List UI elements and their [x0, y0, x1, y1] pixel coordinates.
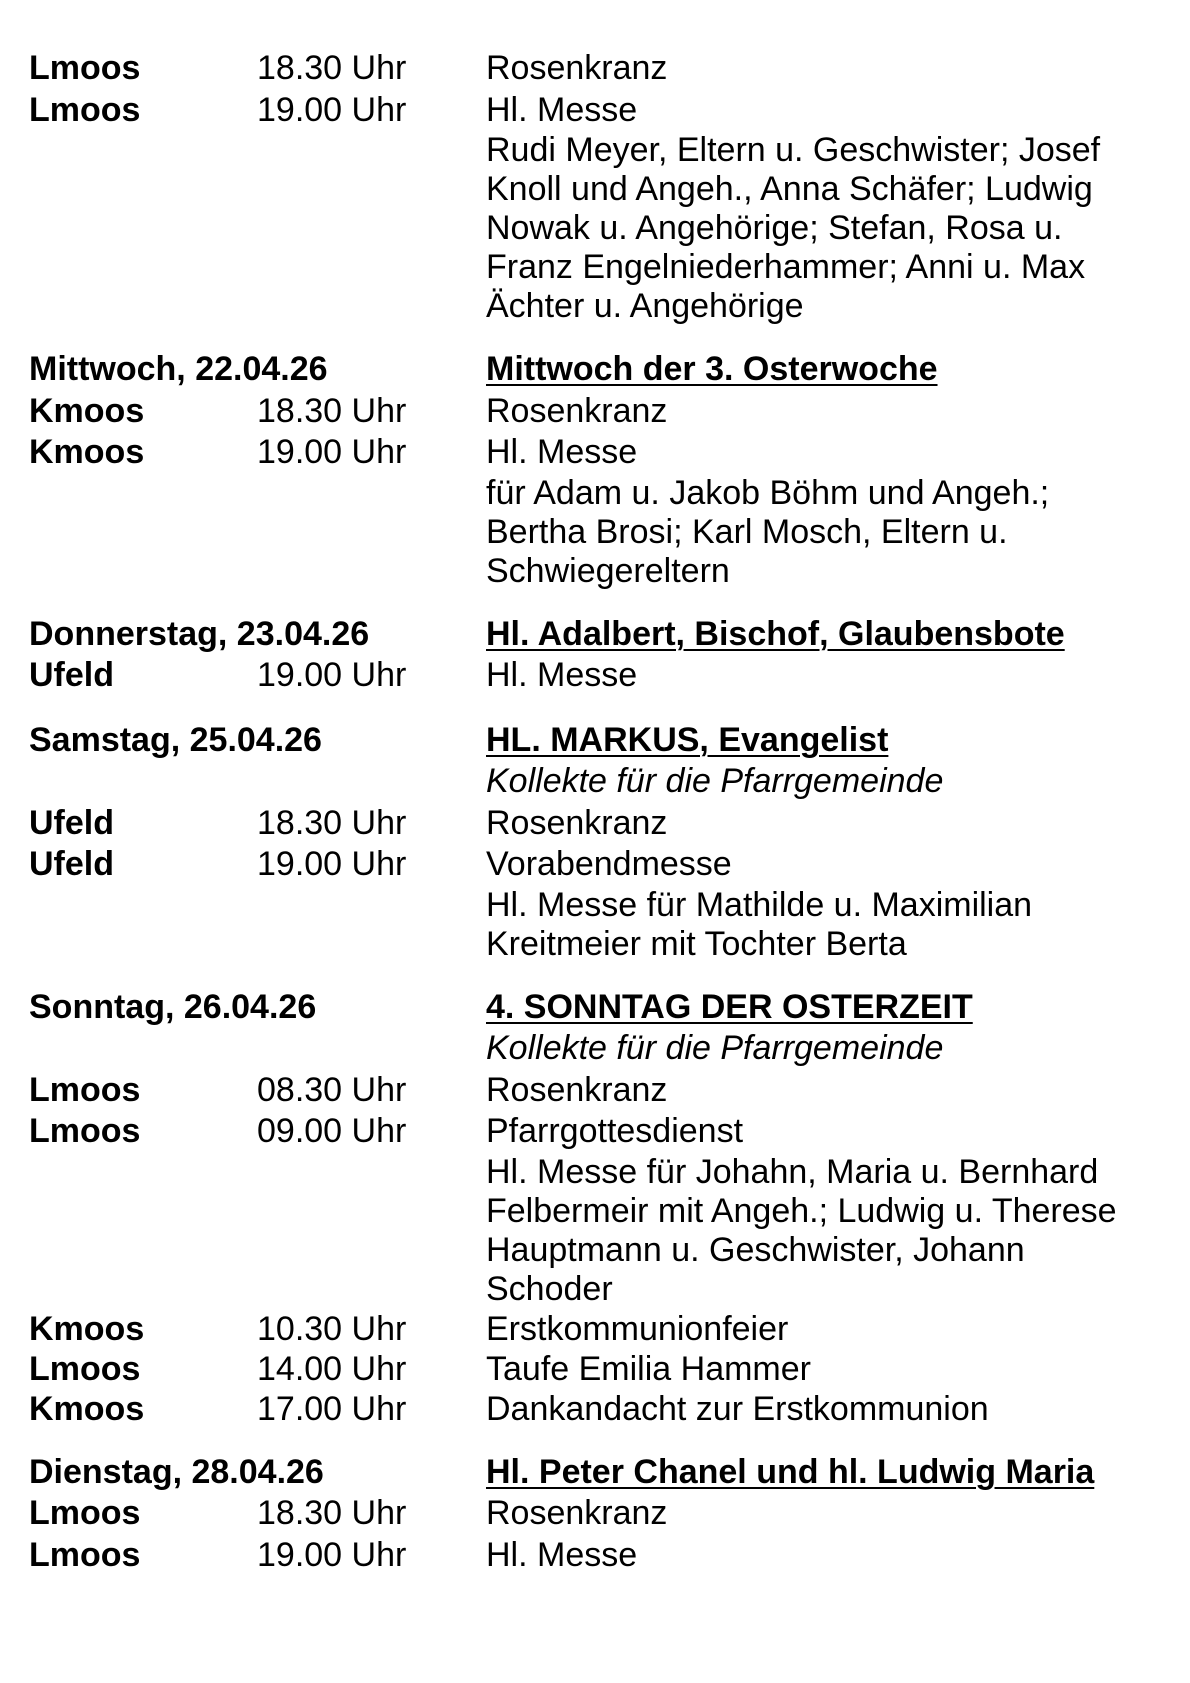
location: Kmoos	[29, 433, 145, 471]
service-time: 08.30 Uhr	[257, 1070, 407, 1109]
day-header	[29, 1452, 1169, 1494]
day-date: Dienstag, 28.04.26	[29, 1452, 324, 1491]
location: Kmoos	[29, 1309, 145, 1348]
day-header	[29, 614, 1169, 656]
location: Lmoos	[29, 1535, 141, 1574]
service-row	[29, 655, 1169, 697]
service-row	[29, 1493, 1169, 1535]
mass-intentions	[29, 1153, 1169, 1309]
location: Lmoos	[29, 1070, 141, 1109]
location: Lmoos	[29, 49, 141, 87]
feast-title: Hl. Peter Chanel und hl. Ludwig Maria	[486, 1452, 1095, 1491]
service-time: 18.30 Uhr	[257, 1494, 407, 1532]
feast-title: Hl. Adalbert, Bischof, Glaubensbote	[486, 614, 1065, 653]
service-type: Hl. Messe	[486, 90, 638, 129]
service-schedule	[29, 48, 1169, 1599]
service-type: Vorabendmesse	[486, 845, 732, 883]
service-row	[29, 1070, 1169, 1112]
service-row	[29, 803, 1169, 845]
mass-intentions	[29, 474, 1169, 591]
location: Ufeld	[29, 845, 114, 883]
service-type: Rosenkranz	[486, 1494, 668, 1532]
service-time: 19.00 Uhr	[257, 433, 407, 471]
day-header	[29, 987, 1169, 1029]
intention-line: Rudi Meyer, Eltern u. Geschwister; Josef	[486, 131, 1101, 169]
day-block-tuesday	[29, 1452, 1169, 1577]
service-time: 19.00 Uhr	[257, 656, 407, 694]
intention-line: Kreitmeier mit Tochter Berta	[486, 924, 907, 963]
service-type: Rosenkranz	[486, 803, 668, 842]
service-time: 10.30 Uhr	[257, 1309, 407, 1348]
service-time: 18.30 Uhr	[257, 803, 407, 842]
feast-title: 4. SONNTAG DER OSTERZEIT	[486, 987, 973, 1026]
schedule-block-top	[29, 48, 1169, 326]
intention-line: Hauptmann u. Geschwister, Johann	[486, 1230, 1025, 1269]
service-type: Pfarrgottesdienst	[486, 1112, 744, 1150]
day-block-wednesday	[29, 349, 1169, 591]
collection-note: Kollekte für die Pfarrgemeinde	[486, 1029, 944, 1067]
day-date: Mittwoch, 22.04.26	[29, 350, 328, 388]
location: Lmoos	[29, 1349, 141, 1388]
service-time: 19.00 Uhr	[257, 90, 407, 129]
day-date: Sonntag, 26.04.26	[29, 987, 317, 1026]
intention-line: Felbermeir mit Angeh.; Ludwig u. Therese	[486, 1191, 1117, 1230]
day-header	[29, 720, 1169, 762]
service-row	[29, 432, 1169, 474]
intention-line: Schwiegereltern	[486, 551, 730, 590]
intention-line: Nowak u. Angehörige; Stefan, Rosa u.	[486, 209, 1063, 247]
feast-title: HL. MARKUS, Evangelist	[486, 720, 889, 759]
location: Ufeld	[29, 656, 114, 694]
mass-intentions	[29, 886, 1169, 964]
service-type: Dankandacht zur Erstkommunion	[486, 1389, 989, 1428]
service-type: Rosenkranz	[486, 391, 668, 430]
location: Ufeld	[29, 803, 114, 842]
collection-note: Kollekte für die Pfarrgemeinde	[486, 762, 944, 800]
service-row	[29, 1389, 1169, 1429]
service-time: 18.30 Uhr	[257, 391, 407, 430]
service-type: Hl. Messe	[486, 433, 638, 471]
intention-line: Bertha Brosi; Karl Mosch, Eltern u.	[486, 512, 1008, 551]
intention-line: Ächter u. Angehörige	[486, 287, 804, 325]
service-time: 09.00 Uhr	[257, 1112, 407, 1150]
service-row	[29, 844, 1169, 886]
intention-line: Schoder	[486, 1269, 613, 1308]
mass-intentions	[29, 131, 1169, 326]
service-row	[29, 1535, 1169, 1577]
service-type: Hl. Messe	[486, 656, 638, 694]
intention-line: Franz Engelniederhammer; Anni u. Max	[486, 248, 1086, 286]
location: Lmoos	[29, 1112, 141, 1150]
service-type: Hl. Messe	[486, 1535, 638, 1574]
service-time: 18.30 Uhr	[257, 49, 407, 87]
service-time: 19.00 Uhr	[257, 845, 407, 883]
intention-line: Hl. Messe für Mathilde u. Maximilian	[486, 885, 1033, 924]
service-row	[29, 90, 1169, 132]
intention-line: Knoll und Angeh., Anna Schäfer; Ludwig	[486, 170, 1093, 208]
service-type: Rosenkranz	[486, 49, 668, 87]
intention-line: für Adam u. Jakob Böhm und Angeh.;	[486, 473, 1050, 512]
service-type: Taufe Emilia Hammer	[486, 1349, 811, 1388]
service-type: Erstkommunionfeier	[486, 1309, 789, 1348]
location: Lmoos	[29, 1494, 141, 1532]
location: Kmoos	[29, 1389, 145, 1428]
day-date: Donnerstag, 23.04.26	[29, 614, 370, 653]
service-type: Rosenkranz	[486, 1070, 668, 1109]
service-row	[29, 1309, 1169, 1349]
intention-line: Hl. Messe für Johahn, Maria u. Bernhard	[486, 1152, 1099, 1191]
service-row	[29, 48, 1169, 90]
day-block-saturday	[29, 720, 1169, 964]
service-time: 14.00 Uhr	[257, 1349, 407, 1388]
service-time: 17.00 Uhr	[257, 1389, 407, 1428]
service-row	[29, 1349, 1169, 1389]
day-block-sunday	[29, 987, 1169, 1429]
service-time: 19.00 Uhr	[257, 1535, 407, 1574]
day-block-thursday	[29, 614, 1169, 697]
service-row	[29, 391, 1169, 433]
day-date: Samstag, 25.04.26	[29, 720, 322, 759]
location: Kmoos	[29, 391, 145, 430]
service-row	[29, 1111, 1169, 1153]
day-header	[29, 349, 1169, 391]
location: Lmoos	[29, 90, 141, 129]
feast-title: Mittwoch der 3. Osterwoche	[486, 350, 938, 388]
